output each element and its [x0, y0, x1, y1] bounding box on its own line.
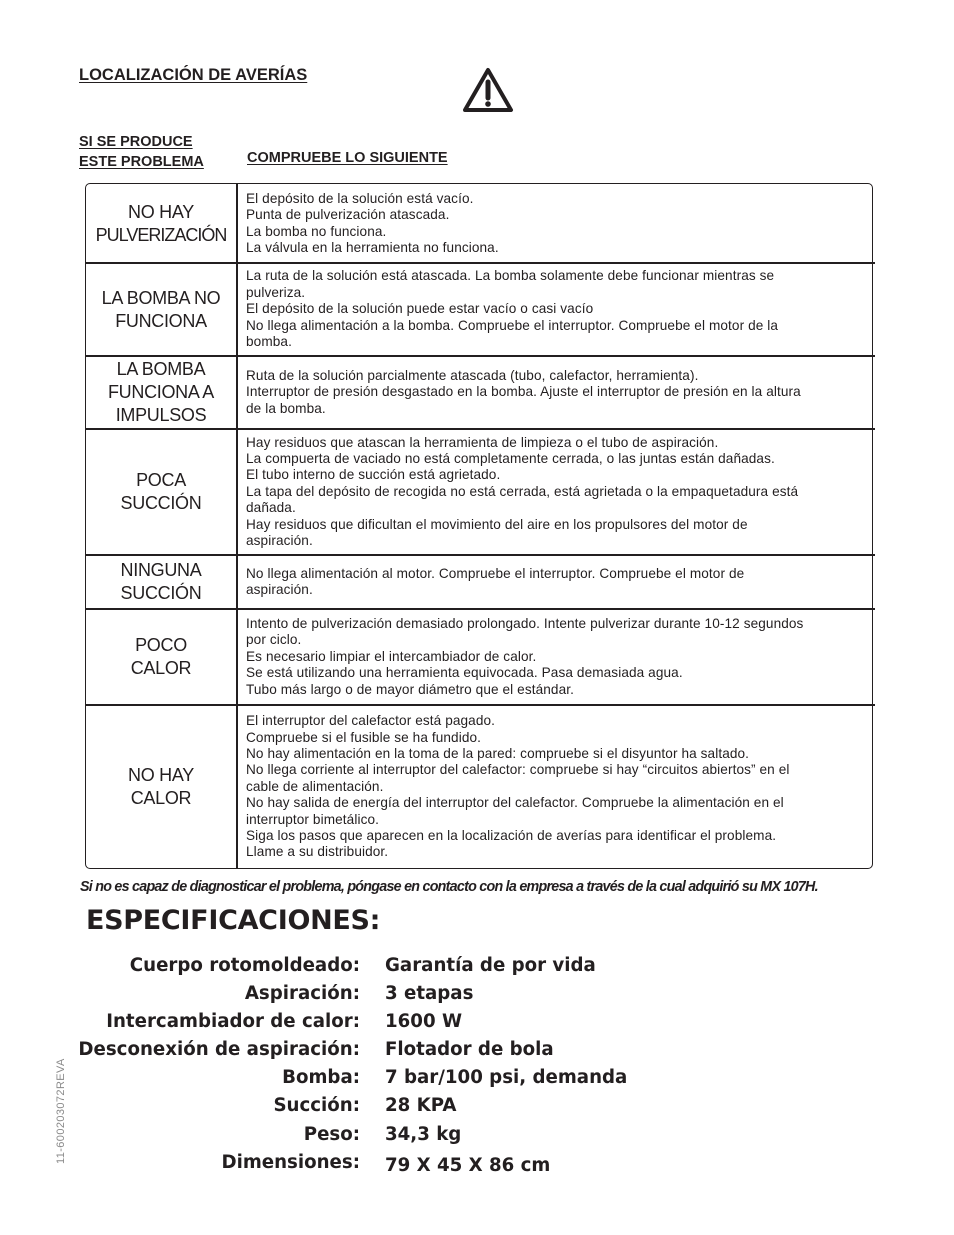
check-item: Es necesario limpiar el intercambiador de calor. [246, 648, 537, 664]
check-item: Llame a su distribuidor. [246, 844, 389, 860]
spec-value: 3 etapas [385, 983, 474, 1004]
check-item: No llega alimentación al motor. Compruebe el interruptor. Compruebe el motor de [246, 565, 745, 581]
check-cell [246, 556, 861, 608]
check-item: El interruptor del calefactor está pagado. [246, 713, 496, 729]
check-item: No llega alimentación a la bomba. Compruebe el interruptor. Compruebe el motor de la [246, 317, 779, 333]
check-item: La tapa del depósito de recogida no está cerrada, está agrietada o la empaquetadura está [246, 483, 799, 499]
check-item: No llega corriente al interruptor del calefactor: compruebe si hay “circuitos abiertos” en el [246, 762, 790, 778]
problem-cell [86, 556, 236, 608]
check-item: La compuerta de vaciado no está completamente cerrada, o las juntas están dañadas. [246, 450, 775, 466]
check-cell [246, 264, 861, 355]
check-cell [246, 357, 861, 428]
problem-heading-line-1: SI SE PRODUCE [79, 134, 193, 150]
check-item: La válvula en la herramienta no funciona. [246, 239, 499, 255]
check-item: bomba. [246, 334, 292, 350]
check-item: de la bomba. [246, 400, 326, 416]
spec-label: Succión: [273, 1095, 360, 1116]
problem-cell [86, 610, 236, 704]
check-item: Ruta de la solución parcialmente atascada (tubo, calefactor, herramienta). [246, 367, 699, 383]
spec-row [60, 1124, 660, 1152]
spec-row [60, 1152, 660, 1180]
check-item: Hay residuos que dificultan el movimiento del aire en los propulsores del motor de [246, 516, 748, 532]
problem-text: NO HAY [128, 201, 194, 222]
table-column-divider [236, 183, 238, 869]
check-item: dañada. [246, 500, 296, 516]
problem-text: POCO [135, 635, 187, 655]
spec-label: Aspiración: [244, 983, 360, 1004]
problem-heading-line-2: ESTE PROBLEMA [79, 154, 204, 170]
problem-cell [86, 357, 236, 428]
check-item: interruptor bimetálico. [246, 811, 380, 827]
warning-triangle-icon [462, 67, 514, 113]
spec-row [60, 1095, 660, 1123]
check-item: No hay alimentación en la toma de la pared: compruebe si el disyuntor ha saltado. [246, 745, 750, 761]
check-item: El tubo interno de succión está agrietado. [246, 467, 501, 483]
problem-text: PULVERIZACIÓN [95, 224, 227, 245]
problem-text: FUNCIONA A [107, 382, 215, 402]
spec-label: Peso: [303, 1124, 360, 1145]
problem-cell [86, 185, 236, 262]
problem-cell [86, 706, 236, 868]
check-item: El depósito de la solución está vacío. [246, 190, 474, 206]
check-item: Hay residuos que atascan la herramienta de limpieza o el tubo de aspiración. [246, 434, 719, 450]
check-item: Punta de pulverización atascada. [246, 207, 450, 223]
contact-note: Si no es capaz de diagnosticar el problema, póngase en contacto con la empresa a través de la cual adquirió su MX 107H. [80, 879, 818, 895]
check-cell [246, 430, 861, 554]
problem-text: SUCCIÓN [120, 583, 202, 603]
check-cell [246, 185, 861, 262]
problem-text: FUNCIONA [115, 310, 207, 331]
check-item: aspiración. [246, 533, 313, 549]
document-code: 11-600203072REVA [55, 1058, 67, 1164]
spec-value: 79 X 45 X 86 cm [385, 1155, 551, 1176]
problem-column-heading [79, 132, 204, 172]
check-column-heading: COMPRUEBE LO SIGUIENTE [247, 150, 448, 166]
check-item: Tubo más largo o de mayor diámetro que el estándar. [246, 681, 575, 697]
problem-text: NINGUNA [120, 560, 202, 580]
spec-label: Intercambiador de calor: [106, 1011, 360, 1032]
check-item: El depósito de la solución puede estar vacío o casi vacío [246, 301, 594, 317]
spec-value: 1600 W [385, 1011, 463, 1032]
check-item: Compruebe si el fusible se ha fundido. [246, 729, 482, 745]
spec-label: Cuerpo rotomoldeado: [129, 955, 360, 976]
problem-cell [86, 264, 236, 355]
problem-cell [86, 430, 236, 554]
problem-text: IMPULSOS [115, 405, 207, 425]
spec-value: 7 bar/100 psi, demanda [385, 1067, 628, 1088]
check-item: Intento de pulverización demasiado prolongado. Intente pulverizar durante 10-12 segundos [246, 615, 804, 631]
check-item: aspiración. [246, 582, 313, 597]
problem-text: SUCCIÓN [120, 493, 202, 513]
check-item: pulveriza. [246, 284, 306, 300]
spec-row [60, 1011, 660, 1039]
page-title: LOCALIZACIÓN DE AVERÍAS [79, 66, 308, 84]
spec-value: 28 KPA [385, 1095, 457, 1116]
check-item: Interruptor de presión desgastado en la bomba. Ajuste el interruptor de presión en la altura [246, 384, 801, 400]
problem-text: LA BOMBA [116, 359, 206, 379]
check-item: Siga los pasos que aparecen en la localización de averías para identificar el problema. [246, 828, 777, 844]
spec-row [60, 955, 660, 983]
spec-row [60, 1067, 660, 1095]
spec-label: Bomba: [282, 1067, 360, 1088]
problem-text: CALOR [130, 658, 192, 678]
check-item: La bomba no funciona. [246, 223, 387, 239]
problem-text: LA BOMBA NO [101, 287, 221, 308]
check-item: cable de alimentación. [246, 778, 384, 794]
spec-label: Dimensiones: [221, 1152, 360, 1173]
check-item: La ruta de la solución está atascada. La bomba solamente debe funcionar mientras se [246, 268, 775, 284]
spec-value: Garantía de por vida [385, 955, 596, 976]
problem-text: POCA [136, 470, 186, 490]
spec-value: 34,3 kg [385, 1124, 462, 1145]
check-item: No hay salida de energía del interruptor del calefactor. Compruebe la alimentación en el [246, 795, 784, 811]
problem-text: NO HAY [128, 765, 194, 785]
problem-text: CALOR [130, 788, 192, 808]
spec-row [60, 983, 660, 1011]
spec-row [60, 1039, 660, 1067]
check-cell [246, 610, 861, 704]
check-cell [246, 706, 861, 868]
specifications-title: ESPECIFICACIONES: [86, 905, 381, 936]
spec-label: Desconexión de aspiración: [78, 1039, 360, 1060]
spec-value: Flotador de bola [385, 1039, 554, 1060]
check-item: Se está utilizando una herramienta equivocada. Pasa demasiada agua. [246, 665, 683, 681]
check-item: por ciclo. [246, 632, 302, 648]
